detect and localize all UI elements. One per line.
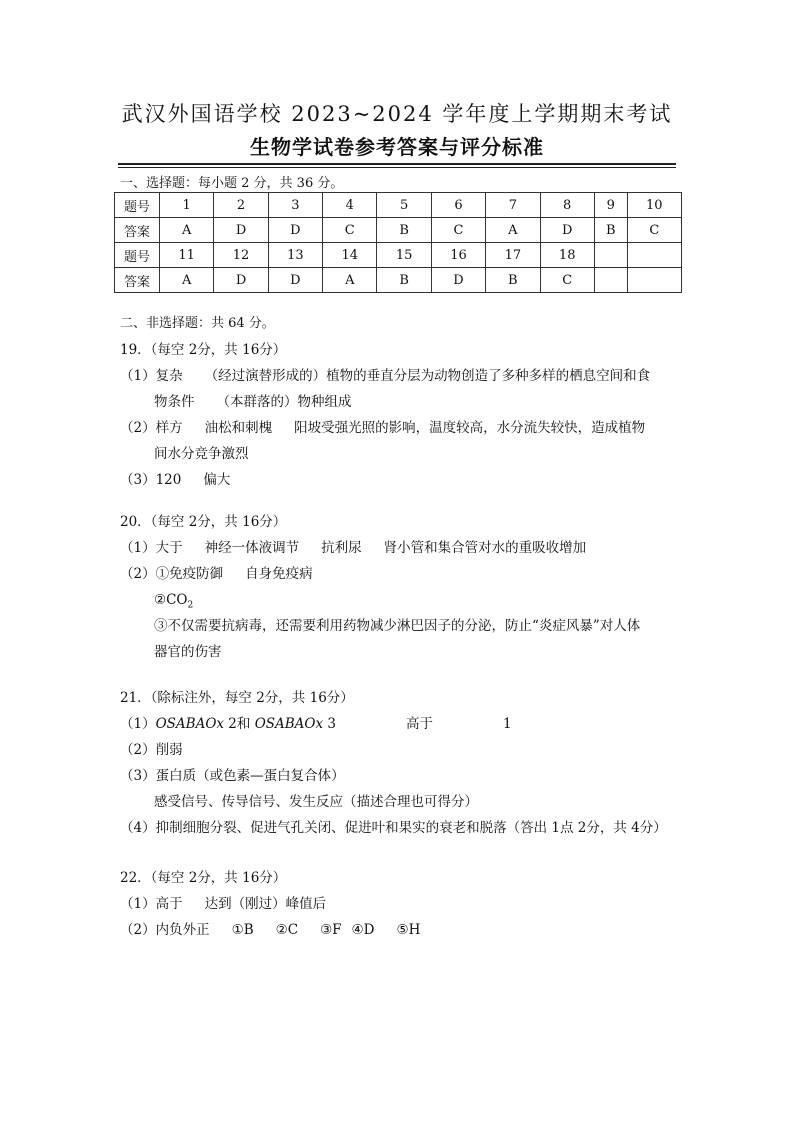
q22-answer-2 <box>120 920 420 940</box>
q21-gene-1: OSABAOx <box>155 716 225 732</box>
q21-1-value: 1 <box>503 716 512 732</box>
answer-table-row <box>115 218 682 243</box>
answer-table-cell: 2 <box>214 193 268 218</box>
q20-1-d: 肾小管和集合管对水的重吸收增加 <box>383 540 587 556</box>
q19-answer-1-cont <box>154 392 352 412</box>
answer-table-cell: D <box>214 218 268 243</box>
q20-2-b: 自身免疫病 <box>245 566 313 582</box>
q19-3-b: 偏大 <box>203 472 231 488</box>
answer-table-cell: 8 <box>540 193 594 218</box>
answer-table-cell: A <box>160 268 214 293</box>
q19-1-a: （1）复杂 <box>120 368 183 384</box>
q22-2-f: ⑤H <box>396 922 421 938</box>
answer-table-cell <box>627 268 681 293</box>
section2-heading: 二、非选择题：共 64 分。 <box>120 316 275 331</box>
q19-1-b: （经过演替形成的）植物的垂直分层为动物创造了多种多样的栖息空间和食 <box>204 368 651 384</box>
answer-table-cell: 10 <box>627 193 681 218</box>
q19-2-a: （2）样方 <box>120 420 183 436</box>
answer-table-cell: 3 <box>268 193 322 218</box>
q22-2-d: ③F <box>320 922 342 938</box>
answer-table-cell: A <box>160 218 214 243</box>
q19-3-a: （3）120 <box>120 472 182 488</box>
q21-1-higher: 高于 <box>406 716 433 732</box>
answer-table-cell: 7 <box>486 193 540 218</box>
q19-answer-2 <box>120 418 645 438</box>
q22-1-b: 达到（刚过）峰值后 <box>204 896 327 912</box>
answer-table-cell: 4 <box>323 193 377 218</box>
q20-1-a: （1）大于 <box>120 540 183 556</box>
q20-answer-2-3-cont: 器官的伤害 <box>154 644 222 660</box>
answer-table-cell: D <box>431 268 485 293</box>
q20-co2-sub: 2 <box>187 600 194 611</box>
answer-table-cell <box>594 268 627 293</box>
answer-table-cell: D <box>268 218 322 243</box>
q19-2-c: 阳坡受强光照的影响，温度较高，水分流失较快，造成植物 <box>294 420 646 436</box>
divider-thick <box>118 163 676 165</box>
answer-table-cell: C <box>431 218 485 243</box>
q22-2-b: ①B <box>231 922 254 938</box>
q21-1-prefix: （1） <box>120 716 156 732</box>
q22-answer-1 <box>120 894 326 914</box>
q20-2-a: （2）①免疫防御 <box>120 566 224 582</box>
answer-table-cell: C <box>627 218 681 243</box>
answer-table-row <box>115 243 682 268</box>
q21-answer-4: （4）抑制细胞分裂、促进气孔关闭、促进叶和果实的衰老和脱落（答出 1点 2分，共 4分） <box>120 820 667 836</box>
q19-heading: 19．（每空 2分，共 16分） <box>120 342 287 358</box>
answer-table-cell: D <box>214 268 268 293</box>
q22-2-e: ④D <box>351 922 375 938</box>
answer-table-cell: D <box>268 268 322 293</box>
q20-co2: ②CO <box>154 592 188 608</box>
answer-table-cell: 14 <box>323 243 377 268</box>
q19-1-d: （本群落的）物种组成 <box>216 394 352 410</box>
q20-answer-2 <box>120 564 313 584</box>
answer-table-cell: B <box>594 218 627 243</box>
q21-1-num1: 2和 <box>224 716 255 732</box>
divider-thin <box>118 167 676 168</box>
q22-2-c: ②C <box>275 922 299 938</box>
answer-table-cell <box>594 243 627 268</box>
answer-table-cell: D <box>540 218 594 243</box>
q21-answer-1 <box>120 714 512 734</box>
answer-table <box>114 192 682 293</box>
answer-table-cell: 18 <box>540 243 594 268</box>
q20-1-b: 神经一体液调节 <box>204 540 300 556</box>
answer-table-row-label: 答案 <box>115 268 160 293</box>
answer-table-cell: 12 <box>214 243 268 268</box>
q21-gene-2: OSABAOx <box>254 716 324 732</box>
answer-table-cell: 15 <box>377 243 431 268</box>
q20-answer-1 <box>120 538 586 558</box>
q21-heading: 21．（除标注外，每空 2分，共 16分） <box>120 690 354 706</box>
q21-answer-3-cont: 感受信号、传导信号、发生反应（描述合理也可得分） <box>154 794 478 810</box>
answer-table-row-label: 题号 <box>115 243 160 268</box>
answer-table-row-label: 题号 <box>115 193 160 218</box>
q21-answer-3: （3）蛋白质（或色素—蛋白复合体） <box>120 768 345 784</box>
q20-1-c: 抗利尿 <box>321 540 362 556</box>
q21-answer-2: （2）削弱 <box>120 742 183 758</box>
answer-table-cell: B <box>377 218 431 243</box>
q20-heading: 20．（每空 2分，共 16分） <box>120 514 287 530</box>
q22-heading: 22．（每空 2分，共 16分） <box>120 870 287 886</box>
answer-table-cell <box>627 243 681 268</box>
q20-answer-2-3: ③不仅需要抗病毒，还需要利用药物减少淋巴因子的分泌，防止“炎症风暴”对人体 <box>154 618 641 634</box>
answer-table-cell: C <box>323 218 377 243</box>
answer-table-cell: 5 <box>377 193 431 218</box>
answer-table-cell: C <box>540 268 594 293</box>
answer-table-cell: 9 <box>594 193 627 218</box>
q19-1-c: 物条件 <box>154 394 195 410</box>
answer-table-cell: A <box>323 268 377 293</box>
q19-2-b: 油松和刺槐 <box>204 420 273 436</box>
answer-table-row-label: 答案 <box>115 218 160 243</box>
answer-table-row <box>115 193 682 218</box>
q19-answer-1 <box>120 366 650 386</box>
q19-answer-3 <box>120 470 230 490</box>
exam-title: 武汉外国语学校 2023~2024 学年度上学期期末考试 <box>121 102 673 126</box>
answer-table-cell: 6 <box>431 193 485 218</box>
answer-table-cell: B <box>486 268 540 293</box>
answer-table-cell: 11 <box>160 243 214 268</box>
answer-table-cell: 13 <box>268 243 322 268</box>
answer-table-cell: B <box>377 268 431 293</box>
section1-heading: 一、选择题：每小题 2 分，共 36 分。 <box>120 176 344 191</box>
answer-table-cell: 17 <box>486 243 540 268</box>
q21-1-num2: 3 <box>323 716 336 732</box>
answer-table-row <box>115 268 682 293</box>
answer-table-cell: A <box>486 218 540 243</box>
answer-table-cell: 1 <box>160 193 214 218</box>
q20-answer-2-co2 <box>154 590 193 616</box>
exam-subtitle: 生物学试卷参考答案与评分标准 <box>250 135 544 159</box>
q22-1-a: （1）高于 <box>120 896 183 912</box>
q19-answer-2-cont: 间水分竞争激烈 <box>154 446 249 462</box>
q22-2-a: （2）内负外正 <box>120 922 210 938</box>
answer-table-cell: 16 <box>431 243 485 268</box>
